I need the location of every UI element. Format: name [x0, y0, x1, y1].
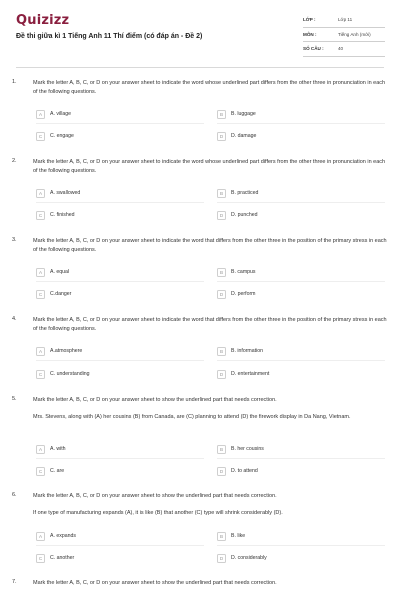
option-letter-badge: B — [217, 532, 226, 541]
option-d[interactable] — [217, 466, 258, 476]
option-text: D. considerably — [231, 555, 267, 561]
option-divider — [36, 123, 204, 124]
question-number: 2. — [12, 158, 17, 164]
question-sentence: Mrs. Stevens, along with (A) her cousins (B) from Canada, are (C) planning to attend (D) the firework display in Da Nang, Vietnam. — [33, 414, 351, 420]
option-letter-badge: D — [217, 290, 226, 299]
meta-row-count — [303, 42, 385, 57]
option-text: A. village — [50, 111, 72, 117]
option-letter-badge: A — [36, 110, 45, 119]
question-6 — [12, 492, 390, 568]
option-c[interactable] — [36, 466, 64, 476]
option-text: B. campus — [231, 269, 256, 275]
option-text: B. information — [231, 348, 264, 354]
option-text: A. expands — [50, 533, 76, 539]
option-text: B. practiced — [231, 190, 259, 196]
option-letter-badge: B — [217, 347, 226, 356]
option-letter-badge: C — [36, 370, 45, 379]
option-text: A. equal — [50, 269, 70, 275]
option-b[interactable] — [217, 531, 245, 541]
question-text: Mark the letter A, B, C, or D on your answer sheet to indicate the word that differs from the other three in the position of the primary stress in each of the following questions. — [33, 238, 387, 253]
option-letter-badge: B — [217, 110, 226, 119]
option-text: A. with — [50, 446, 66, 452]
option-letter-badge: A — [36, 347, 45, 356]
option-d[interactable] — [217, 131, 256, 141]
option-b[interactable] — [217, 267, 256, 277]
option-text: C. finished — [50, 212, 75, 218]
option-text: A. swallowed — [50, 190, 81, 196]
option-letter-badge: C — [36, 211, 45, 220]
option-divider — [36, 458, 204, 459]
question-4 — [12, 316, 390, 384]
meta-row-subject — [303, 28, 385, 43]
option-text: C. understanding — [50, 371, 90, 377]
page-title: Đề thi giữa kì 1 Tiếng Anh 11 Thí điểm (có đáp án - Đề 2) — [16, 33, 203, 40]
option-text: C. engage — [50, 133, 74, 139]
question-1 — [12, 79, 390, 147]
question-text: Mark the letter A, B, C, or D on your answer sheet to indicate the word whose underlined part differs from the other three in pronunciation in each of the following questions. — [33, 159, 386, 174]
option-divider — [36, 202, 204, 203]
option-text: C. another — [50, 555, 75, 561]
option-text: D. punched — [231, 212, 258, 218]
option-letter-badge: A — [36, 532, 45, 541]
meta-label: MÔN : — [303, 31, 317, 37]
option-b[interactable] — [217, 109, 256, 119]
header-divider — [16, 67, 384, 68]
option-letter-badge: D — [217, 554, 226, 563]
option-a[interactable] — [36, 346, 82, 356]
question-number: 5. — [12, 396, 17, 402]
option-text: B. like — [231, 533, 246, 539]
option-d[interactable] — [217, 289, 256, 299]
meta-row-class — [303, 13, 385, 28]
option-text: B. luggage — [231, 111, 256, 117]
meta-value: Tiếng Anh (mới) — [338, 31, 371, 37]
question-number: 3. — [12, 237, 17, 243]
option-letter-badge: D — [217, 211, 226, 220]
option-a[interactable] — [36, 531, 76, 541]
option-d[interactable] — [217, 210, 258, 220]
option-letter-badge: C — [36, 290, 45, 299]
meta-label: SỐ CÂU : — [303, 46, 324, 52]
question-5 — [12, 396, 390, 480]
option-divider — [217, 281, 385, 282]
option-text: C. are — [50, 468, 65, 474]
option-letter-badge: B — [217, 445, 226, 454]
option-d[interactable] — [217, 553, 267, 563]
option-a[interactable] — [36, 188, 80, 198]
option-letter-badge: D — [217, 370, 226, 379]
option-letter-badge: D — [217, 467, 226, 476]
option-divider — [36, 360, 204, 361]
question-sentence: If one type of manufacturing expands (A), it is like (B) that another (C) type will shrink considerably (D). — [33, 510, 283, 516]
option-b[interactable] — [217, 188, 258, 198]
question-3 — [12, 237, 390, 305]
option-c[interactable] — [36, 369, 90, 379]
meta-table — [303, 13, 385, 57]
option-c[interactable] — [36, 553, 74, 563]
question-number: 6. — [12, 492, 17, 498]
option-divider — [217, 123, 385, 124]
option-letter-badge: B — [217, 268, 226, 277]
option-a[interactable] — [36, 267, 69, 277]
question-number: 4. — [12, 316, 17, 322]
option-a[interactable] — [36, 444, 66, 454]
option-b[interactable] — [217, 444, 264, 454]
option-letter-badge: A — [36, 445, 45, 454]
option-c[interactable] — [36, 131, 74, 141]
question-text: Mark the letter A, B, C, or D on your answer sheet to indicate the word whose underlined part differs from the other three in pronunciation in each of the following questions. — [33, 80, 386, 95]
option-letter-badge: C — [36, 467, 45, 476]
option-divider — [36, 545, 204, 546]
option-divider — [217, 360, 385, 361]
question-number: 7. — [12, 579, 17, 585]
option-letter-badge: C — [36, 554, 45, 563]
question-text: Mark the letter A, B, C, or D on your answer sheet to show the underlined part that needs correction. — [33, 580, 277, 586]
option-text: D. entertainment — [231, 371, 270, 377]
meta-value: 40 — [338, 46, 344, 52]
option-divider — [36, 281, 204, 282]
option-divider — [217, 545, 385, 546]
option-text: D. perform — [231, 291, 256, 297]
question-text: Mark the letter A, B, C, or D on your answer sheet to show the underlined part that needs correction. — [33, 493, 277, 499]
option-letter-badge: B — [217, 189, 226, 198]
meta-value: Lớp 11 — [338, 17, 353, 23]
question-text: Mark the letter A, B, C, or D on your answer sheet to show the underlined part that needs correction. — [33, 397, 277, 403]
option-b[interactable] — [217, 346, 263, 356]
option-letter-badge: A — [36, 268, 45, 277]
meta-label: LỚP : — [303, 17, 316, 23]
option-letter-badge: D — [217, 132, 226, 141]
option-c[interactable] — [36, 289, 71, 299]
option-text: B. her cousins — [231, 446, 264, 452]
option-text: D. damage — [231, 133, 257, 139]
option-letter-badge: C — [36, 132, 45, 141]
option-letter-badge: A — [36, 189, 45, 198]
option-divider — [217, 458, 385, 459]
option-c[interactable] — [36, 210, 75, 220]
option-d[interactable] — [217, 369, 269, 379]
quizizz-logo: Quizizz — [16, 13, 70, 28]
question-7 — [12, 579, 390, 599]
option-a[interactable] — [36, 109, 71, 119]
question-2 — [12, 158, 390, 226]
option-divider — [217, 202, 385, 203]
question-number: 1. — [12, 79, 17, 85]
question-text: Mark the letter A, B, C, or D on your answer sheet to indicate the word that differs from the other three in the position of the primary stress in each of the following questions. — [33, 317, 387, 332]
option-text: A.atmosphere — [50, 348, 83, 354]
option-text: D. to attend — [231, 468, 258, 474]
option-text: C.danger — [50, 291, 72, 297]
